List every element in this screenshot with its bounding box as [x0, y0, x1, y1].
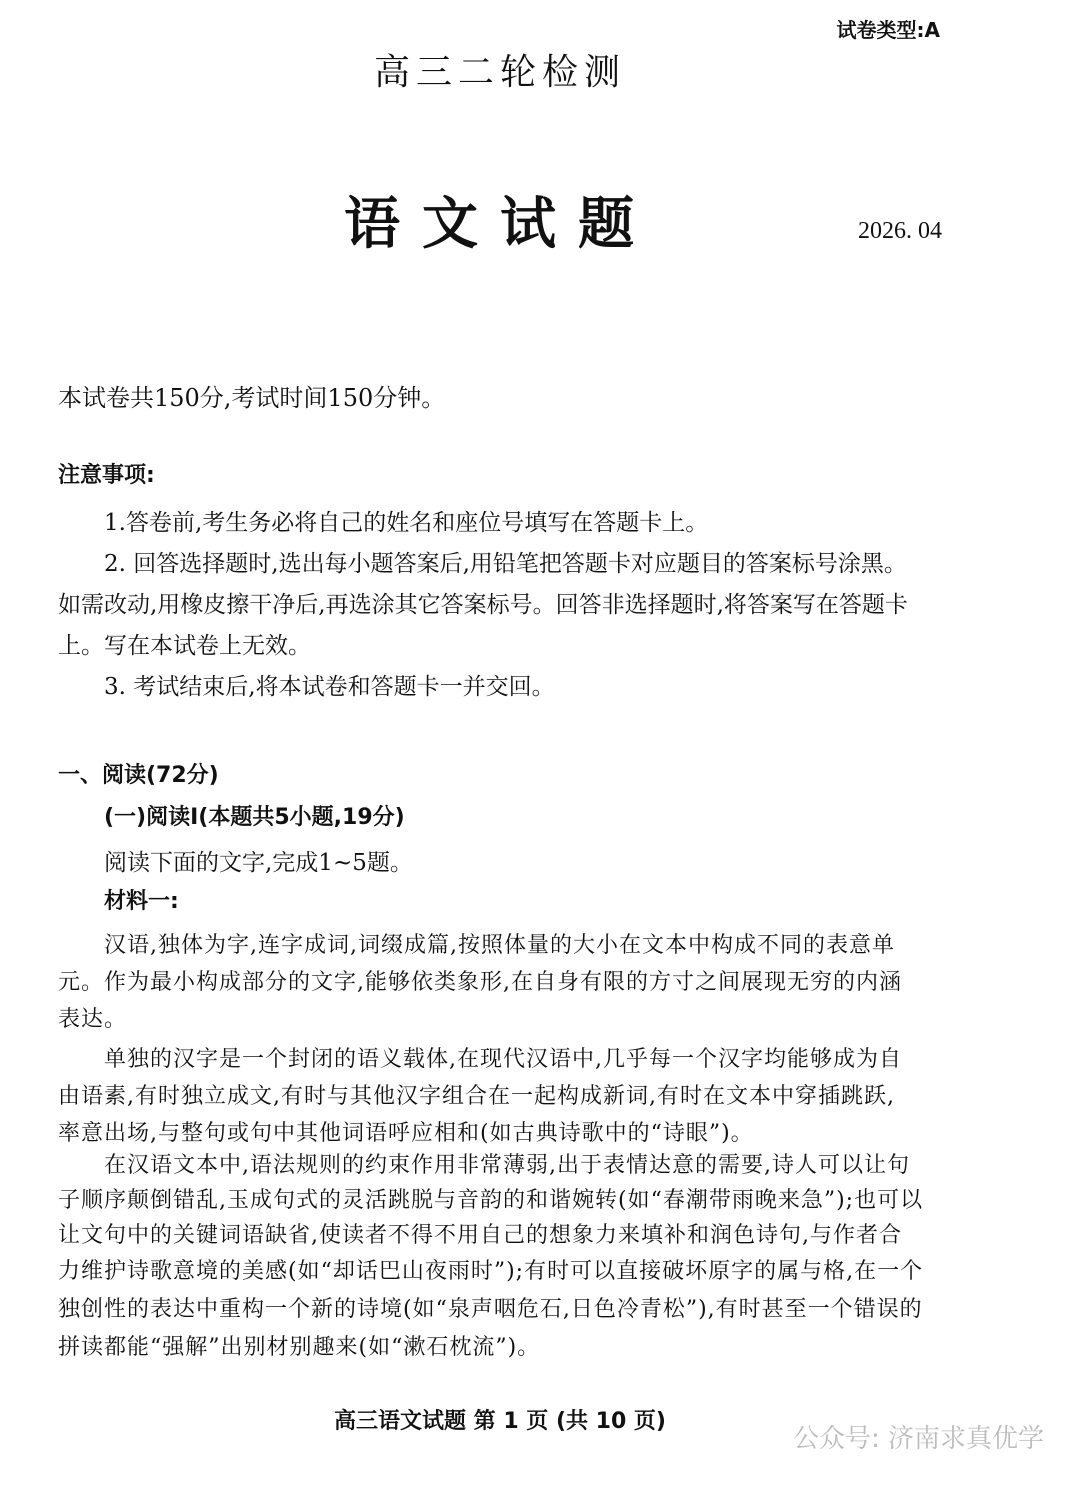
exam-date: 2026. 04	[858, 218, 942, 244]
exam-title: 语文试题	[344, 191, 656, 257]
para2-line-2: 由语素,有时独立成文,有时与其他汉字组合在一起构成新词,有时在文本中穿插跳跃,	[58, 1084, 895, 1109]
para3-line-1: 在汉语文本中,语法规则的约束作用非常薄弱,出于表情达意的需要,诗人可以让句	[104, 1153, 910, 1178]
para2-line-3: 率意出场,与整句或句中其他词语呼应相和(如古典诗歌中的“诗眼”)。	[58, 1121, 754, 1146]
material-label: 材料一:	[104, 889, 179, 914]
para1-line-3: 表达。	[58, 1007, 128, 1032]
para1-line-1: 汉语,独体为字,连字成词,词缀成篇,按照体量的大小在文本中构成不同的表意单	[104, 933, 895, 958]
para1-line-2: 元。作为最小构成部分的文字,能够依类象形,在自身有限的方寸之间展现无穷的内涵	[58, 970, 902, 995]
note-item-2-line-1: 2. 回答选择题时,选出每小题答案后,用铅笔把答题卡对应题目的答案标号涂黑。	[104, 551, 907, 577]
para3-line-2: 子顺序颠倒错乱,玉成句式的灵活跳脱与音韵的和谐婉转(如“春潮带雨晚来急”);也可以	[58, 1188, 924, 1213]
exam-subtitle: 高三二轮检测	[373, 52, 626, 93]
page-footer: 高三语文试题 第 1 页 (共 10 页)	[334, 1409, 666, 1434]
para3-line-5: 独创性的表达中重构一个新的诗境(如“泉声咽危石,日色冷青松”),有时甚至一个错误的	[58, 1297, 923, 1322]
exam-intro: 本试卷共150分,考试时间150分钟。	[58, 384, 446, 412]
para3-line-6: 拼读都能“强解”出别材别趣来(如“漱石枕流”)。	[58, 1335, 541, 1360]
notes-heading: 注意事项:	[58, 463, 155, 488]
watermark: 公众号: 济南求真优学	[792, 1424, 1044, 1454]
reading-instruction: 阅读下面的文字,完成1~5题。	[104, 850, 413, 876]
paper-type: 试卷类型:A	[836, 18, 940, 42]
para3-line-4: 力维护诗歌意境的美感(如“却话巴山夜雨时”);有时可以直接破坏原字的属与格,在一个	[58, 1259, 924, 1284]
para2-line-1: 单独的汉字是一个封闭的语义载体,在现代汉语中,几乎每一个汉字均能够成为自	[104, 1047, 902, 1072]
subsection-heading: (一)阅读Ⅰ(本题共5小题,19分)	[104, 805, 405, 830]
note-item-2-line-3: 上。写在本试卷上无效。	[58, 633, 311, 659]
para3-line-3: 让文句中的关键词语缺省,使读者不得不用自己的想象力来填补和润色诗句,与作者合	[58, 1223, 902, 1248]
section-heading: 一、阅读(72分)	[58, 763, 219, 788]
note-item-3: 3. 考试结束后,将本试卷和答题卡一并交回。	[104, 674, 555, 700]
note-item-2-line-2: 如需改动,用橡皮擦干净后,再选涂其它答案标号。回答非选择题时,将答案写在答题卡	[58, 592, 908, 618]
note-item-1: 1.答卷前,考生务必将自己的姓名和座位号填写在答题卡上。	[104, 510, 709, 536]
